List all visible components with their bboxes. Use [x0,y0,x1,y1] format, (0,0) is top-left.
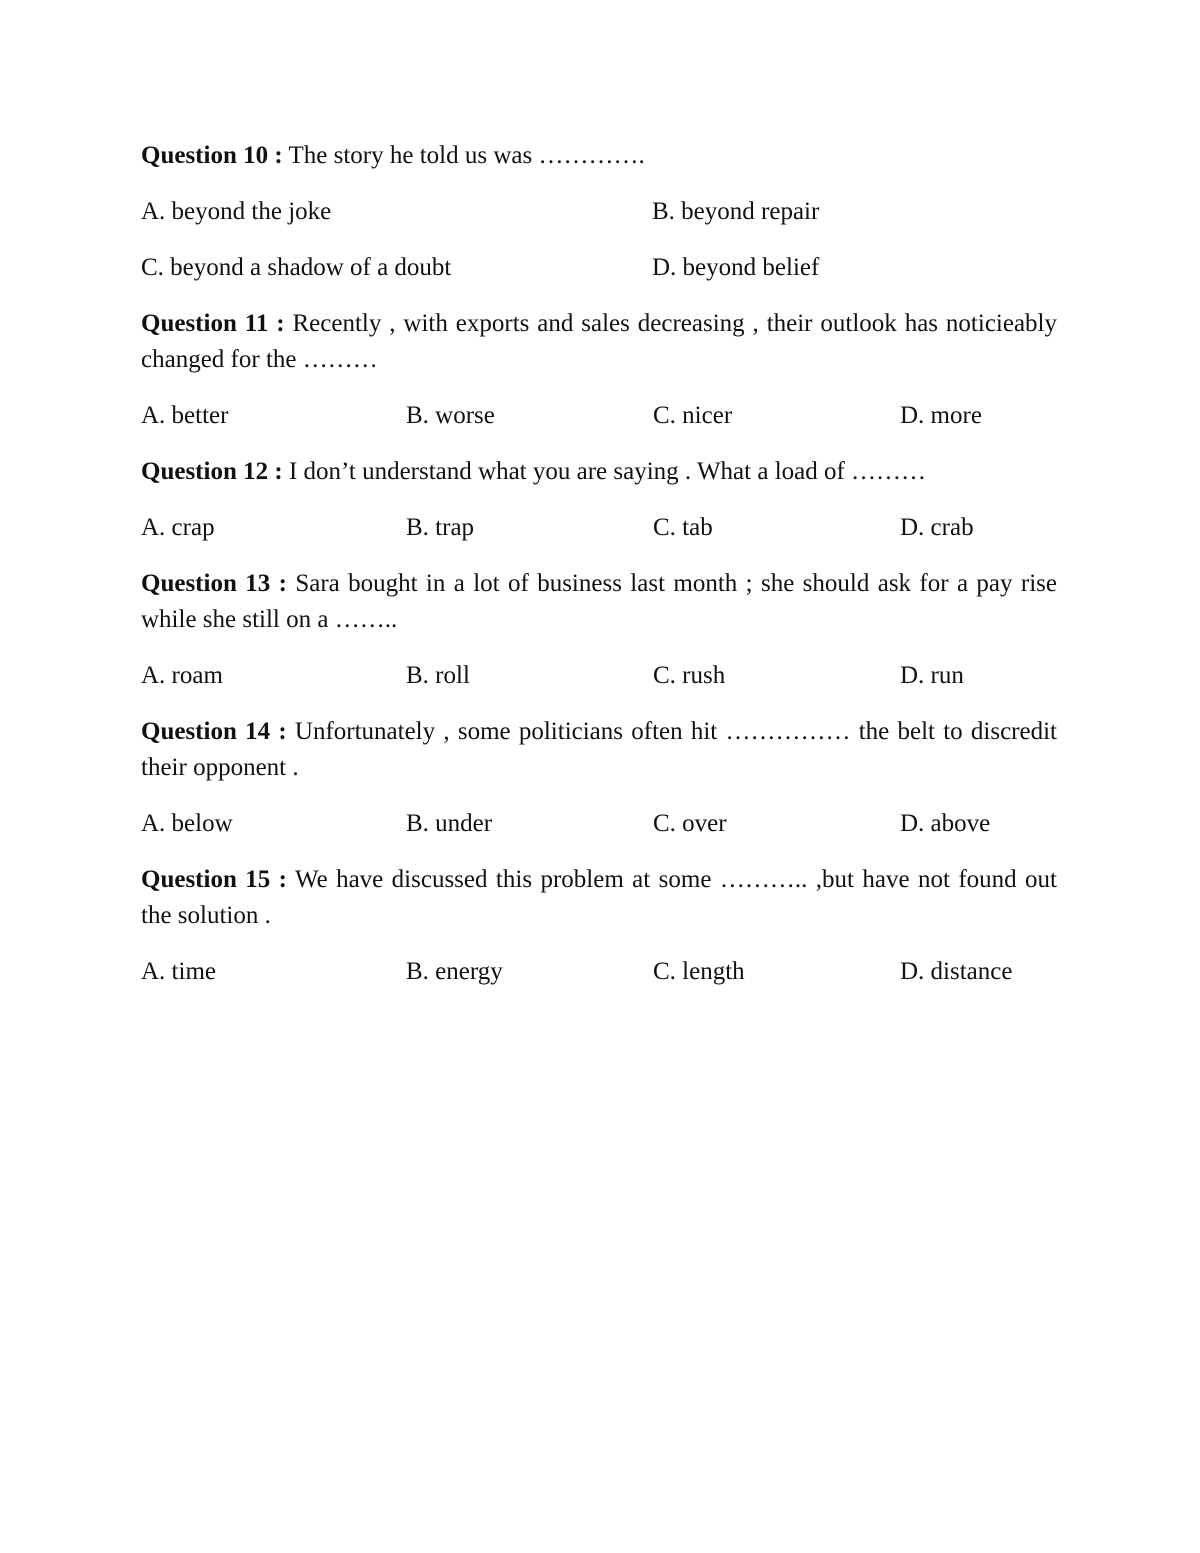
question-label: Question 15 : [141,866,288,893]
question-10 [141,138,1057,174]
question-11 [141,306,1057,378]
options-question-14 [141,806,1057,842]
option-a: A. time [141,958,216,985]
option-b: B. roll [406,662,470,689]
option-a: A. roam [141,662,223,689]
question-text: Recently , with exports and sales decreasing , their outlook has noticieably changed for the ……… [141,310,1058,373]
question-text: Sara bought in a lot of business last month ; she should ask for a pay rise while she still on a …….. [141,570,1057,633]
option-d: D. above [900,810,991,837]
option-c: C. tab [653,514,713,541]
options-question-10 [141,194,1057,286]
option-c: C. nicer [653,402,733,429]
option-b: B. beyond repair [652,198,820,225]
question-15 [141,862,1057,934]
question-text: The story he told us was …………. [282,142,645,169]
question-label: Question 14 : [141,718,287,745]
option-c: C. length [653,958,745,985]
option-b: B. trap [406,514,475,541]
option-d: D. distance [900,958,1013,985]
question-label: Question 13 : [141,570,287,597]
question-text: I don’t understand what you are saying . What a load of ……… [282,458,927,485]
options-question-13 [141,658,1057,694]
question-label: Question 11 : [141,310,285,337]
option-a: A. better [141,402,229,429]
question-text: Unfortunately , some politicians often hit …………… the belt to discredit their opponent . [141,718,1057,781]
option-a: A. crap [141,514,215,541]
options-question-11 [141,398,1057,434]
question-12 [141,454,1057,490]
option-c: C. beyond a shadow of a doubt [141,254,452,281]
option-d: D. crab [900,514,974,541]
option-a: A. beyond the joke [141,198,332,225]
question-14 [141,714,1057,786]
question-label: Question 10 : [141,142,283,169]
option-d: D. beyond belief [652,254,820,281]
option-a: A. below [141,810,233,837]
question-13 [141,566,1057,638]
option-b: B. under [406,810,493,837]
option-d: D. more [900,402,982,429]
question-label: Question 12 : [141,458,283,485]
document-page [141,138,1057,1010]
option-c: C. rush [653,662,726,689]
option-b: B. worse [406,402,495,429]
question-text: We have discussed this problem at some ……….. ,but have not found out the solution . [141,866,1057,929]
option-c: C. over [653,810,727,837]
option-d: D. run [900,662,964,689]
options-question-15 [141,954,1057,990]
options-question-12 [141,510,1057,546]
option-b: B. energy [406,958,503,985]
